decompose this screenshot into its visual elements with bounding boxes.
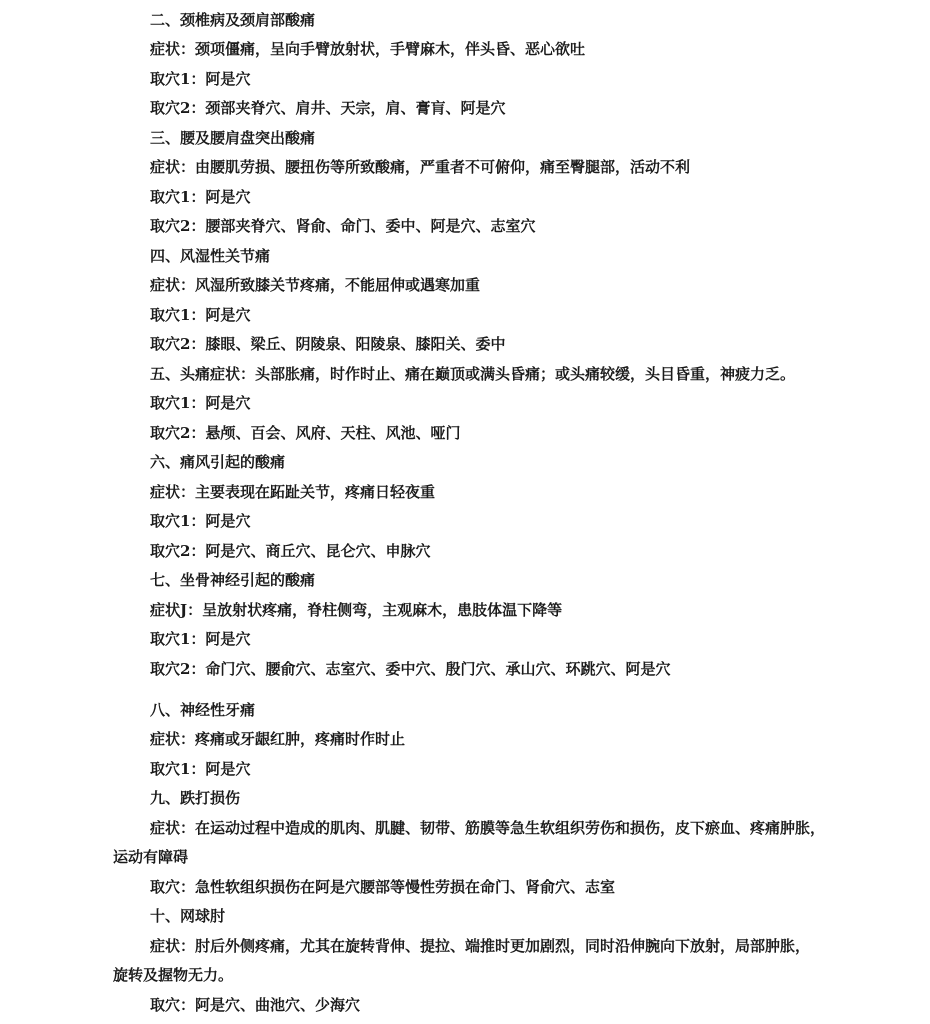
acupoint-text: 取穴2：腰部夹脊穴、肾俞、命门、委中、阿是穴、志室穴 (150, 217, 536, 235)
section-title: 七、坐骨神经引起的酸痛 (150, 571, 316, 589)
symptom-text: 症状：风湿所致膝关节疼痛，不能屈伸或遇寒加重 (150, 276, 481, 294)
acupoint-text: 取穴2：膝眼、梁丘、阴陵泉、阳陵泉、膝阳关、委中 (150, 335, 506, 353)
acupoint-text: 取穴1：阿是穴 (150, 394, 251, 412)
section-title: 五、头痛症状：头部胀痛，时作时止、痛在巅顶或满头昏痛；或头痛较缓，头目昏重，神疲力乏。 (150, 365, 796, 383)
section-title: 四、风湿性关节痛 (150, 247, 271, 265)
acupoint-text: 取穴1：阿是穴 (150, 188, 251, 206)
acupoint-text: 取穴1：阿是穴 (150, 760, 251, 778)
section-title: 三、腰及腰肩盘突出酸痛 (150, 129, 316, 147)
symptom-text: 症状：肘后外侧疼痛，尤其在旋转背伸、提拉、端推时更加剧烈，同时沿伸腕向下放射，局部肿胀， (150, 937, 811, 955)
symptom-text: 症状：由腰肌劳损、腰扭伤等所致酸痛，严重者不可俯仰，痛至臀腿部，活动不利 (150, 158, 691, 176)
section-title: 六、痛风引起的酸痛 (150, 453, 286, 471)
acupoint-text: 取穴1：阿是穴 (150, 70, 251, 88)
acupoint-text: 取穴2：颈部夹脊穴、肩井、天宗，肩、膏肓、阿是穴 (150, 99, 506, 117)
acupoint-text: 取穴1：阿是穴 (150, 512, 251, 530)
section-title: 十、网球肘 (150, 907, 226, 925)
section-title: 九、跌打损伤 (150, 789, 241, 807)
symptom-text-continued: 运动有障碍 (113, 848, 189, 866)
acupoint-text: 取穴1：阿是穴 (150, 630, 251, 648)
acupoint-text: 取穴2：阿是穴、商丘穴、昆仑穴、申脉穴 (150, 542, 431, 560)
symptom-text: 症状：主要表现在跖趾关节，疼痛日轻夜重 (150, 483, 436, 501)
acupoint-text: 取穴2：悬颅、百会、风府、天柱、风池、哑门 (150, 424, 461, 442)
acupoint-text: 取穴：阿是穴、曲池穴、少海穴 (150, 996, 361, 1014)
symptom-text: 症状：颈项僵痛，呈向手臂放射状，手臂麻木，伴头昏、恶心欲吐 (150, 40, 586, 58)
section-title: 二、颈椎病及颈肩部酸痛 (150, 11, 316, 29)
symptom-text-continued: 旋转及握物无力。 (113, 966, 234, 984)
symptom-text: 症状：疼痛或牙龈红肿，疼痛时作时止 (150, 730, 406, 748)
acupoint-text: 取穴：急性软组织损伤在阿是穴腰部等慢性劳损在命门、肾俞穴、志室 (150, 878, 616, 896)
acupoint-text: 取穴1：阿是穴 (150, 306, 251, 324)
symptom-text: 症状J：呈放射状疼痛，脊柱侧弯，主观麻木，患肢体温下降等 (150, 601, 563, 619)
symptom-text: 症状：在运动过程中造成的肌肉、肌腱、韧带、筋膜等急生软组织劳伤和损伤，皮下瘀血、疼痛肿胀， (150, 819, 826, 837)
section-title: 八、神经性牙痛 (150, 701, 256, 719)
acupoint-text: 取穴2：命门穴、腰俞穴、志室穴、委中穴、殷门穴、承山穴、环跳穴、阿是穴 (150, 660, 671, 678)
